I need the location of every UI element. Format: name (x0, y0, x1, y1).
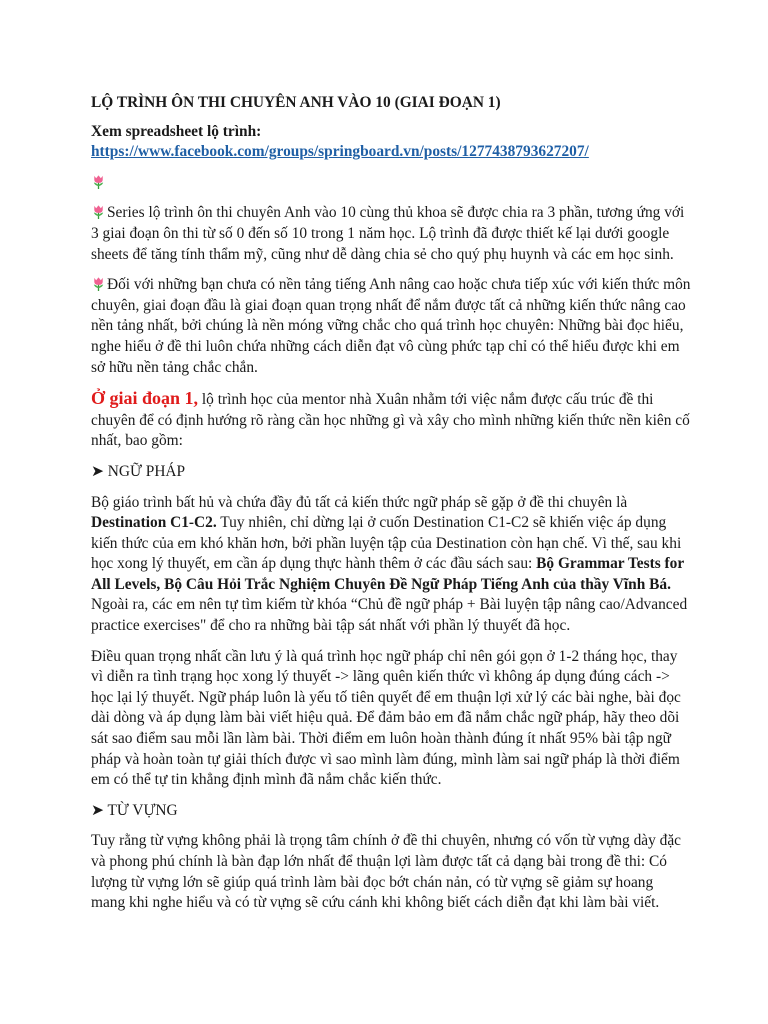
tulip-line (91, 173, 691, 194)
section-vocabulary-heading: ➤ TỪ VỰNG (91, 801, 178, 819)
tulip-icon (91, 174, 106, 189)
page-title: LỘ TRÌNH ÔN THI CHUYÊN ANH VÀO 10 (GIAI ĐOẠN 1) (91, 94, 501, 111)
grammar-books-text-c: Tuy nhiên, chỉ dừng lại ở cuốn Destination C1-C2 sẽ khiến việc áp dụng kiến thức của em khó khăn hơn, bởi phần luyện tập của Destination còn hạn chế. Vì thế, sau khi học xong lý thuyết, em cần áp dụng thực hành thêm ở các đầu sách sau: (91, 514, 682, 573)
tulip-icon (91, 276, 106, 291)
spreadsheet-link[interactable]: https://www.facebook.com/groups/springboard.vn/posts/1277438793627207/ (91, 143, 589, 161)
grammar-books-text-e: Ngoài ra, các em nên tự tìm kiếm từ khóa “Chủ đề ngữ pháp + Bài luyện tập nâng cao/Advanced practice exercises" để cho ra những bài tập sát nhất với phần lý thuyết đã học. (91, 596, 688, 635)
paragraph-foundation (91, 275, 691, 378)
section-grammar-heading: ➤ NGỮ PHÁP (91, 462, 186, 480)
destination-book-title: Destination C1-C2. (91, 514, 217, 532)
paragraph-stage-1 (91, 388, 691, 452)
spreadsheet-label: Xem spreadsheet lộ trình: (91, 122, 262, 140)
grammar-books-text-a: Bộ giáo trình bất hủ và chứa đầy đủ tất cả kiến thức ngữ pháp sẽ gặp ở đề thi chuyên là (91, 493, 628, 511)
practice-books-title: Bộ Grammar Tests for All Levels, Bộ Câu Hỏi Trắc Nghiệm Chuyên Đề Ngữ Pháp Tiếng Anh của thầy Vĩnh Bá. (91, 555, 684, 593)
paragraph-series-text: Series lộ trình ôn thi chuyên Anh vào 10 cùng thủ khoa sẽ được chia ra 3 phần, tương ứng với 3 giai đoạn ôn thi từ số 0 đến số 10 trong 1 năm học. Lộ trình đã được thiết kế lại dưới google sheets để tăng tính thẩm mỹ, cũng như dễ dàng chia sẻ cho quý phụ huynh và các em học sinh. (91, 204, 685, 263)
spreadsheet-paragraph (91, 122, 691, 163)
paragraph-grammar-timeline: Điều quan trọng nhất cần lưu ý là quá trình học ngữ pháp chỉ nên gói gọn ở 1-2 tháng học, thay vì diễn ra tình trạng học xong lý thuyết -> lãng quên kiến thức vì không áp dụng đúng cách -> học lại lý thuyết. Ngữ pháp luôn là yếu tố tiên quyết để em thuận lợi xử lý các bài nghe, bài đọc dài dòng và áp dụng làm bài viết hiệu quả. Để đảm bảo em đã nắm chắc ngữ pháp, hãy theo dõi sát sao điểm sau mỗi lần làm bài. Thời điểm em luôn hoàn thành đúng ít nhất 95% bài tập ngữ pháp và hoàn toàn tự giải thích được vì sao mình làm đúng, mình làm sai ngữ pháp là thời điểm em có thể tự tin khẳng định mình đã nắm chắc kiến thức. (91, 647, 681, 789)
paragraph-series (91, 203, 691, 265)
tulip-icon (91, 204, 106, 219)
document-body (91, 93, 691, 914)
stage-1-highlight: Ở giai đoạn 1, (91, 388, 199, 409)
paragraph-foundation-text: Đối với những bạn chưa có nền tảng tiếng Anh nâng cao hoặc chưa tiếp xúc với kiến thức môn chuyên, giai đoạn đầu là giai đoạn quan trọng nhất để nắm được tất cả những kiến thức nâng cao nền tảng nhất, bởi chúng là nền móng vững chắc cho quá trình học chuyên: Những bài đọc hiểu, nghe hiểu ở đề thi luôn chứa những cách diễn đạt vô cùng phức tạp chỉ có thể hiểu được khi em sở hữu nền tảng chắc chắn. (91, 276, 691, 376)
paragraph-vocabulary: Tuy rằng từ vựng không phải là trọng tâm chính ở đề thi chuyên, nhưng có vốn từ vựng dày đặc và phong phú chính là bàn đạp lớn nhất để thuận lợi làm được tất cả dạng bài trong đề thi: Có lượng từ vựng lớn sẽ giúp quá trình làm bài đọc bớt chán nản, có từ vựng sẽ giảm sự hoang mang khi nghe hiểu và có từ vựng sẽ cứu cánh khi không biết cách diễn đạt khi làm bài viết. (91, 832, 681, 912)
stage-1-text: lộ trình học của mentor nhà Xuân nhằm tới việc nắm được cấu trúc đề thi chuyên để có định hướng rõ ràng cần học những gì và xây cho mình những kiến thức nền kiên cố nhất, bao gồm: (91, 391, 690, 450)
paragraph-grammar-books (91, 493, 691, 637)
